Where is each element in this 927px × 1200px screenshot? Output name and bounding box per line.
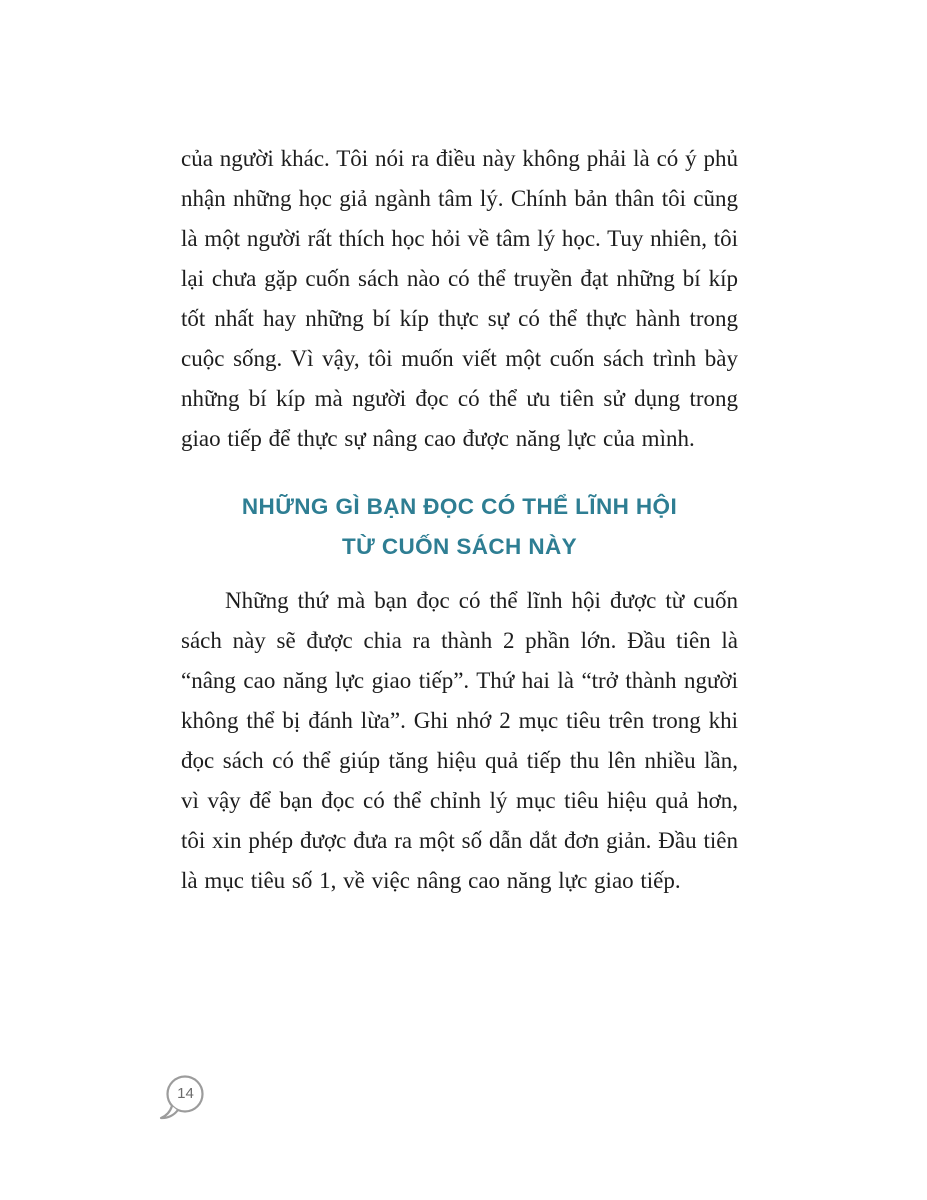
page-number: 14 bbox=[177, 1085, 194, 1102]
page-number-badge bbox=[157, 1073, 213, 1123]
section-heading-line-2: TỪ CUỐN SÁCH NÀY bbox=[341, 534, 578, 559]
section-heading-line-1: NHỮNG GÌ BẠN ĐỌC CÓ THỂ LĨNH HỘI bbox=[241, 494, 678, 519]
body-paragraph-2: Những thứ mà bạn đọc có thể lĩnh hội được từ cuốn sách này sẽ được chia ra thành 2 phần lớn. Đầu tiên là “nâng cao năng lực giao tiếp”. Thứ hai là “trở thành người không thể bị đánh lừa”. Ghi nhớ 2 mục tiêu trên trong khi đọc sách có thể giúp tăng hiệu quả tiếp thu lên nhiều lần, vì vậy để bạn đọc có thể chỉnh lý mục tiêu hiệu quả hơn, tôi xin phép được đưa ra một số dẫn dắt đơn giản. Đầu tiên là mục tiêu số 1, về việc nâng cao năng lực giao tiếp. bbox=[181, 588, 738, 893]
section-heading bbox=[181, 487, 738, 567]
text-column bbox=[181, 139, 738, 901]
body-paragraph-1: của người khác. Tôi nói ra điều này không phải là có ý phủ nhận những học giả ngành tâm lý. Chính bản thân tôi cũng là một người rất thích học hỏi về tâm lý học. Tuy nhiên, tôi lại chưa gặp cuốn sách nào có thể truyền đạt những bí kíp tốt nhất hay những bí kíp thực sự có thể thực hành trong cuộc sống. Vì vậy, tôi muốn viết một cuốn sách trình bày những bí kíp mà người đọc có thể ưu tiên sử dụng trong giao tiếp để thực sự nâng cao được năng lực của mình. bbox=[181, 146, 738, 451]
